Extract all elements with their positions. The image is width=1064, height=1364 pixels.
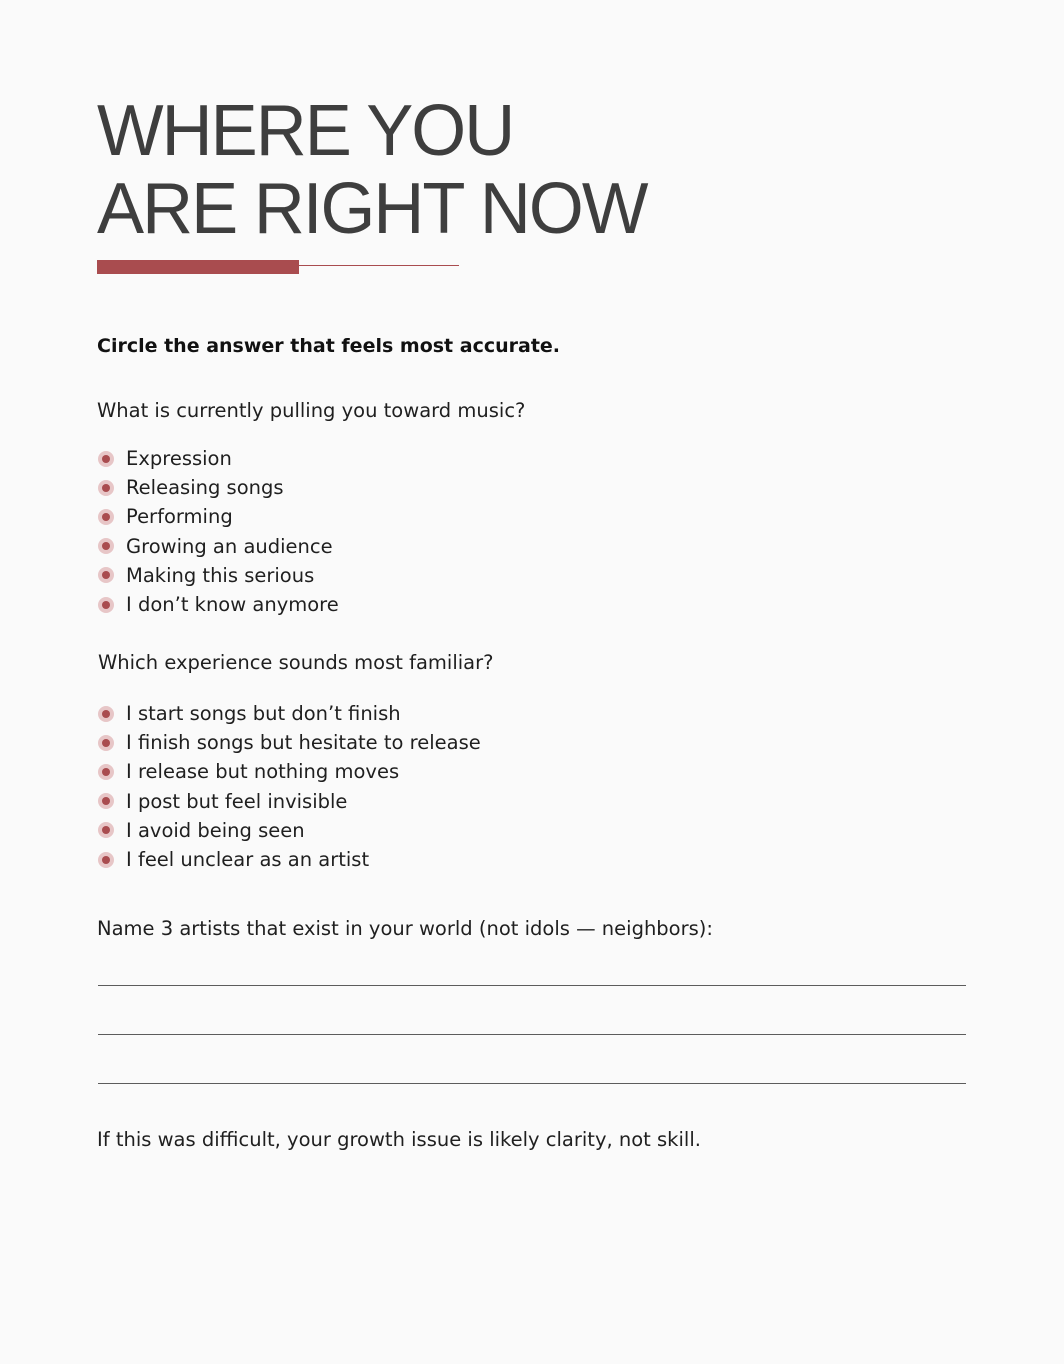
closing-note: If this was difficult, your growth issue is likely clarity, not skill. bbox=[97, 1128, 701, 1151]
option-item[interactable] bbox=[97, 699, 481, 728]
radio-bullet-icon bbox=[98, 793, 114, 809]
option-item[interactable] bbox=[97, 473, 339, 502]
option-item[interactable] bbox=[97, 590, 339, 619]
question-3-prompt: Name 3 artists that exist in your world (not idols — neighbors): bbox=[97, 917, 713, 940]
page-title-line-1: WHERE YOU bbox=[97, 91, 514, 171]
radio-bullet-icon bbox=[98, 706, 114, 722]
radio-bullet-icon bbox=[98, 822, 114, 838]
title-underline-thick bbox=[97, 260, 299, 274]
option-item[interactable] bbox=[97, 561, 339, 590]
answer-line-1[interactable] bbox=[98, 985, 966, 986]
answer-line-2[interactable] bbox=[98, 1034, 966, 1035]
radio-bullet-icon bbox=[98, 451, 114, 467]
radio-bullet-icon bbox=[98, 509, 114, 525]
option-label: Growing an audience bbox=[126, 534, 333, 558]
option-item[interactable] bbox=[97, 787, 481, 816]
option-label: Expression bbox=[126, 447, 232, 471]
option-item[interactable] bbox=[97, 502, 339, 531]
question-2-prompt: Which experience sounds most familiar? bbox=[98, 651, 494, 674]
instruction-text: Circle the answer that feels most accurate. bbox=[97, 335, 561, 357]
option-item[interactable] bbox=[97, 444, 339, 473]
radio-bullet-icon bbox=[98, 764, 114, 780]
option-label: I finish songs but hesitate to release bbox=[126, 731, 481, 755]
option-label: Releasing songs bbox=[126, 476, 284, 500]
option-item[interactable] bbox=[97, 845, 481, 874]
option-label: I don’t know anymore bbox=[126, 593, 339, 617]
radio-bullet-icon bbox=[98, 567, 114, 583]
question-1-options bbox=[97, 444, 339, 619]
option-label: Performing bbox=[126, 505, 233, 529]
question-1-prompt: What is currently pulling you toward music? bbox=[97, 399, 526, 422]
radio-bullet-icon bbox=[98, 538, 114, 554]
option-label: Making this serious bbox=[126, 563, 315, 587]
title-underline-thin bbox=[299, 265, 459, 266]
option-label: I feel unclear as an artist bbox=[126, 848, 370, 872]
option-item[interactable] bbox=[97, 816, 481, 845]
radio-bullet-icon bbox=[98, 852, 114, 868]
radio-bullet-icon bbox=[98, 735, 114, 751]
question-2-options bbox=[97, 699, 481, 874]
option-label: I start songs but don’t finish bbox=[126, 702, 401, 726]
answer-line-3[interactable] bbox=[98, 1083, 966, 1084]
page-title-line-2: ARE RIGHT NOW bbox=[97, 169, 647, 249]
option-label: I post but feel invisible bbox=[126, 789, 348, 813]
page-title bbox=[97, 92, 646, 248]
radio-bullet-icon bbox=[98, 597, 114, 613]
option-item[interactable] bbox=[97, 728, 481, 757]
radio-bullet-icon bbox=[98, 480, 114, 496]
option-item[interactable] bbox=[97, 757, 481, 786]
option-item[interactable] bbox=[97, 532, 339, 561]
option-label: I release but nothing moves bbox=[126, 760, 400, 784]
option-label: I avoid being seen bbox=[126, 818, 305, 842]
